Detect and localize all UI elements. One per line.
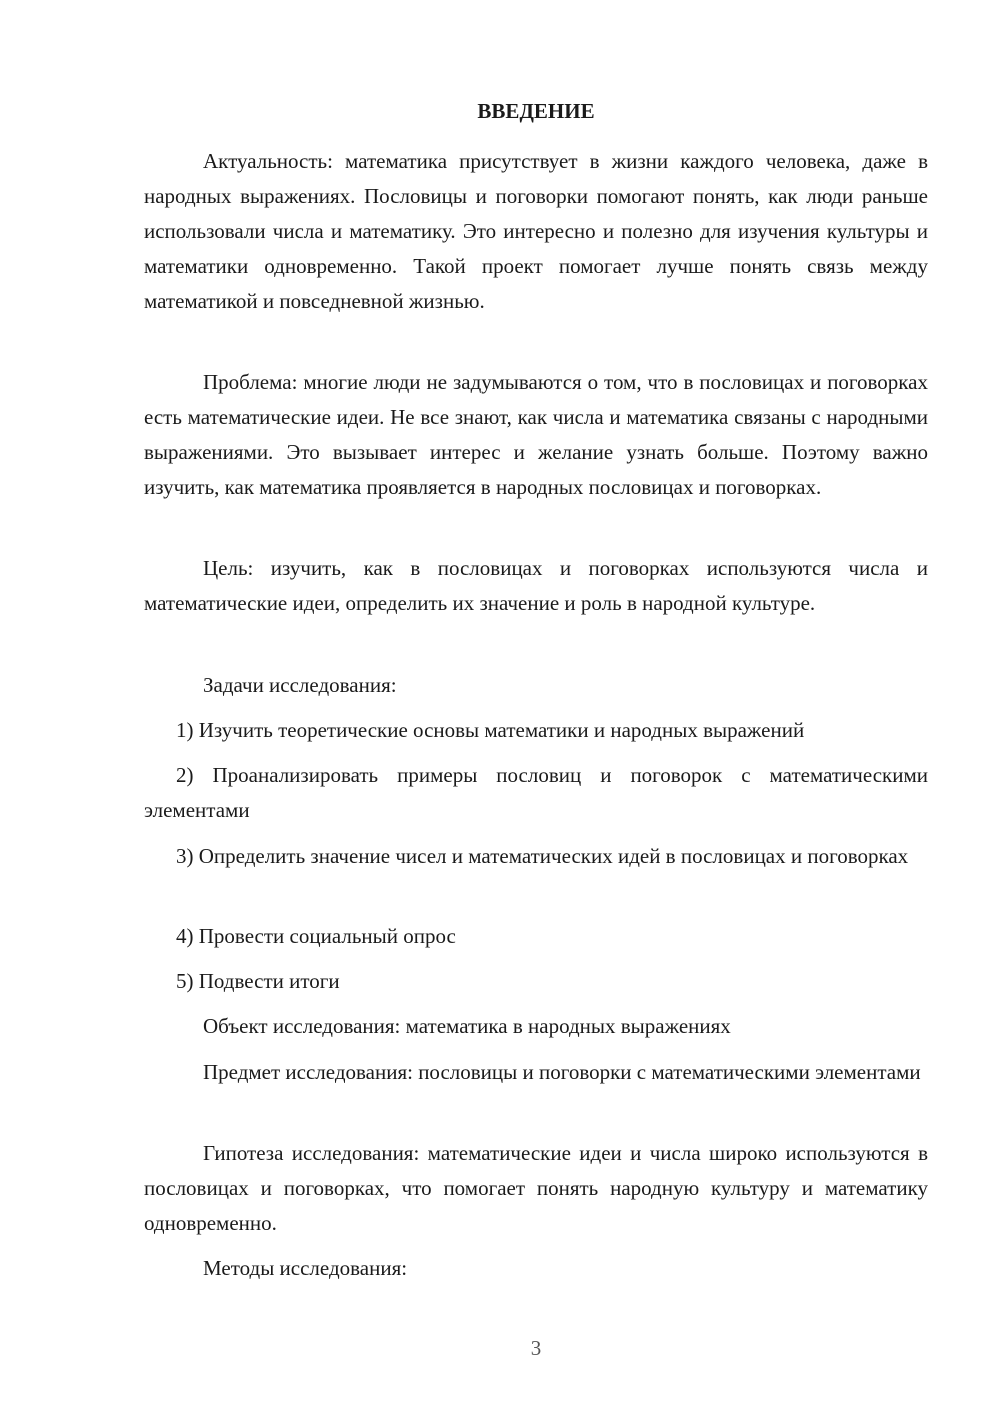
paragraph-problem: Проблема: многие люди не задумываются о том, что в пословицах и поговорках есть математические идеи. Не все знают, как числа и математика связаны с народными выражениями. Это вызывает интерес и желание узнать больше. Поэтому важно изучить, как математика проявляется в народных пословицах и поговорках. [144,370,928,499]
paragraph-tasks-title: Задачи исследования: [203,673,397,697]
list-item-task-1: 1) Изучить теоретические основы математики и народных выражений [176,718,805,742]
paragraph-subject: Предмет исследования: пословицы и поговорки с математическими элементами [203,1060,921,1084]
list-item-task-2: 2) Проанализировать примеры пословиц и поговорок с математическими элементами [144,763,928,822]
list-item-task-4: 4) Провести социальный опрос [176,924,456,948]
paragraph-hypothesis: Гипотеза исследования: математические идеи и числа широко используются в пословицах и поговорках, что помогает понять народную культуру и математику одновременно. [144,1141,928,1235]
paragraph-object: Объект исследования: математика в народных выражениях [203,1014,731,1038]
page-number: 3 [530,1336,542,1360]
list-item-task-3: 3) Определить значение чисел и математических идей в пословицах и поговорках [176,844,909,868]
paragraph-goal: Цель: изучить, как в пословицах и поговорках используются числа и математические идеи, определить их значение и роль в народной культуре. [144,556,928,615]
paragraph-methods: Методы исследования: [203,1256,408,1280]
section-heading: ВВЕДЕНИЕ [477,99,595,123]
paragraph-relevance: Актуальность: математика присутствует в жизни каждого человека, даже в народных выражениях. Пословицы и поговорки помогают понять, как люди раньше использовали числа и математику. Это интересно и полезно для изучения культуры и математики одновременно. Такой проект помогает лучше понять связь между математикой и повседневной жизнью. [144,149,928,313]
list-item-task-5: 5) Подвести итоги [176,969,340,993]
